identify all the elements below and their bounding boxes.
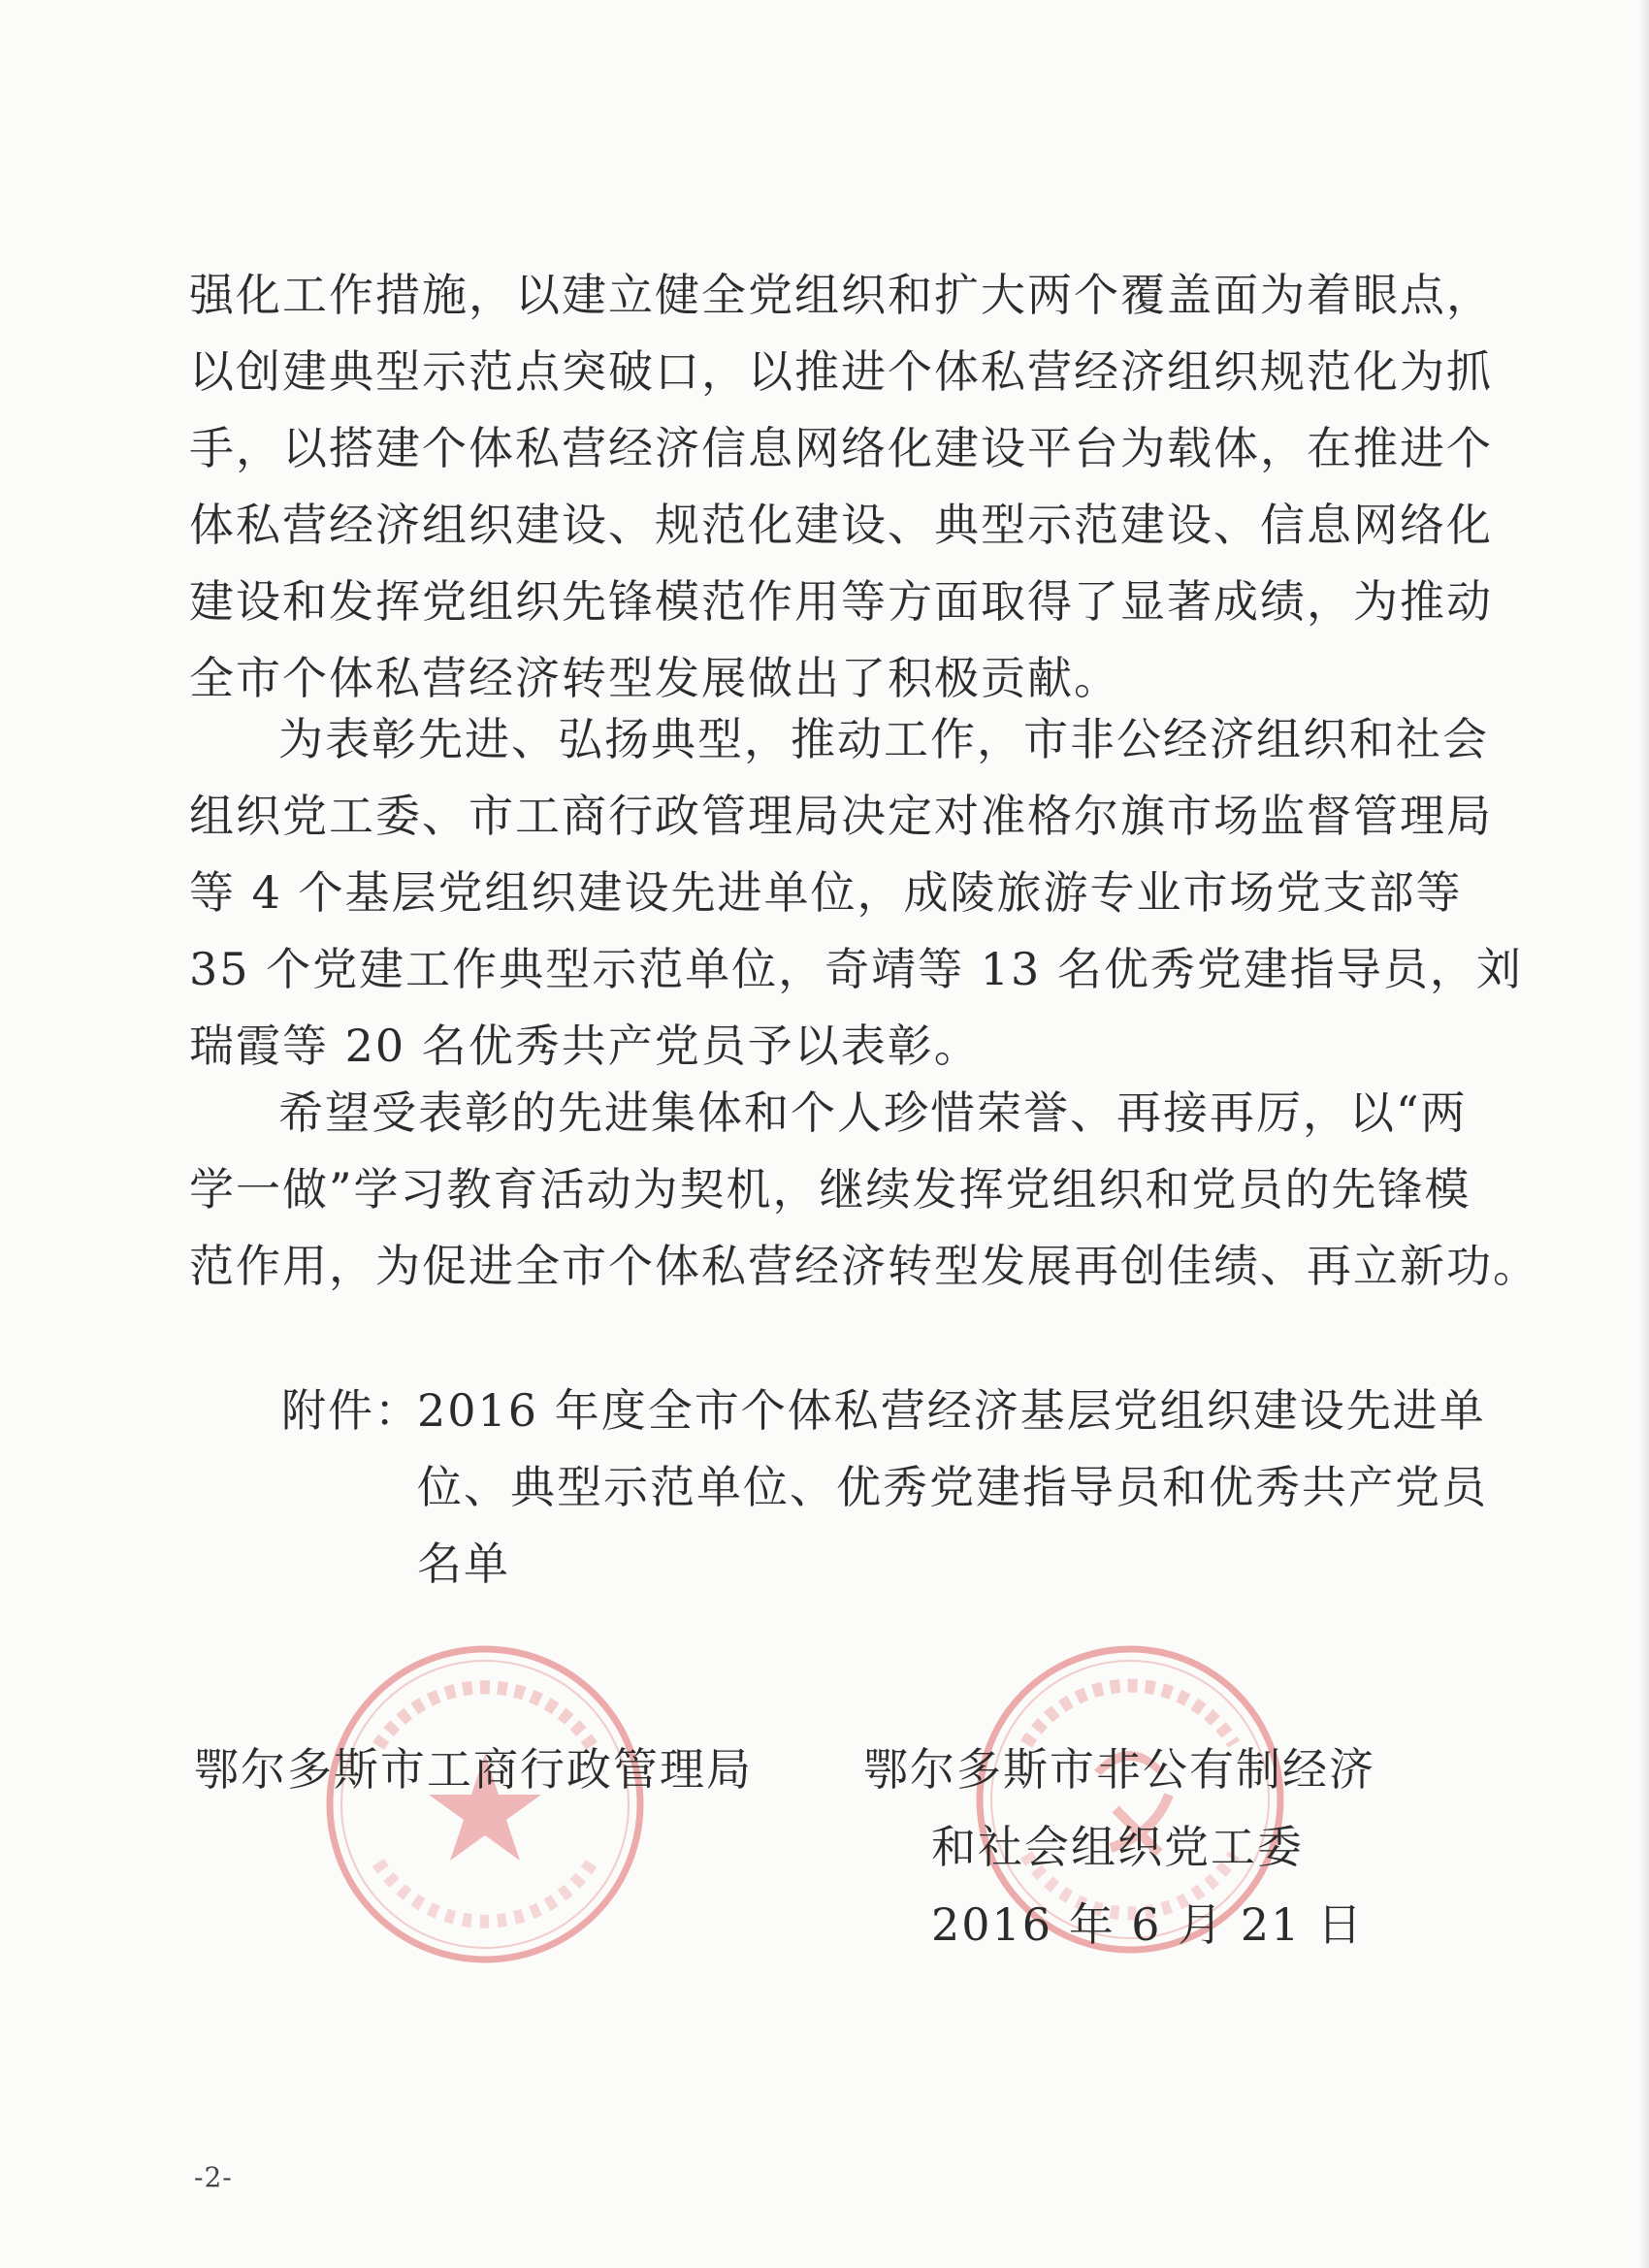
paragraph-line: 希望受表彰的先进集体和个人珍惜荣誉、再接再厉，以“两 xyxy=(278,1086,1468,1139)
signature-right-org-line2: 和社会组织党工委 xyxy=(931,1821,1304,1873)
paragraph-line: 以创建典型示范点突破口，以推进个体私营经济组织规范化为抓 xyxy=(189,345,1493,398)
attachment-line: 2016 年度全市个体私营经济基层党组织建设先进单 xyxy=(417,1384,1486,1437)
paragraph-line: 35 个党建工作典型示范单位，奇靖等 13 名优秀党建指导员，刘 xyxy=(189,943,1523,995)
paragraph-line: 瑞霞等 20 名优秀共产党员予以表彰。 xyxy=(189,1020,981,1072)
paragraph-line: 组织党工委、市工商行政管理局决定对准格尔旗市场监督管理局 xyxy=(189,790,1493,842)
paragraph-line: 为表彰先进、弘扬典型，推动工作，市非公经济组织和社会 xyxy=(278,713,1489,765)
paragraph-line: 等 4 个基层党组织建设先进单位，成陵旅游专业市场党支部等 xyxy=(189,866,1463,919)
paragraph-line: 建设和发挥党组织先锋模范作用等方面取得了显著成绩，为推动 xyxy=(189,575,1493,628)
signature-date: 2016 年 6 月 21 日 xyxy=(931,1898,1364,1951)
paragraph-line: 手，以搭建个体私营经济信息网络化建设平台为载体，在推进个 xyxy=(189,422,1493,474)
attachment-label: 附件： xyxy=(281,1384,421,1437)
body-paragraph-1 xyxy=(189,257,1493,717)
paragraph-line: 范作用，为促进全市个体私营经济转型发展再创佳绩、再立新功。 xyxy=(189,1240,1539,1292)
body-paragraph-3 xyxy=(189,1075,1539,1305)
signature-right-org-line1: 鄂尔多斯市非公有制经济 xyxy=(863,1743,1375,1796)
attachment-line: 名单 xyxy=(417,1538,510,1590)
paragraph-line: 全市个体私营经济转型发展做出了积极贡献。 xyxy=(189,652,1120,704)
attachment-line: 位、典型示范单位、优秀党建指导员和优秀共产党员 xyxy=(417,1461,1488,1513)
scan-edge-shadow xyxy=(1639,0,1649,2268)
page-number: -2- xyxy=(194,2161,233,2193)
body-paragraph-2 xyxy=(189,701,1523,1085)
paragraph-line: 强化工作措施，以建立健全党组织和扩大两个覆盖面为着眼点， xyxy=(189,269,1493,321)
attachment-text xyxy=(417,1373,1488,1603)
paragraph-line: 体私营经济组织建设、规范化建设、典型示范建设、信息网络化 xyxy=(189,499,1493,551)
paragraph-line: 学一做”学习教育活动为契机，继续发挥党组织和党员的先锋模 xyxy=(189,1163,1471,1215)
signature-left-org: 鄂尔多斯市工商行政管理局 xyxy=(194,1743,753,1796)
